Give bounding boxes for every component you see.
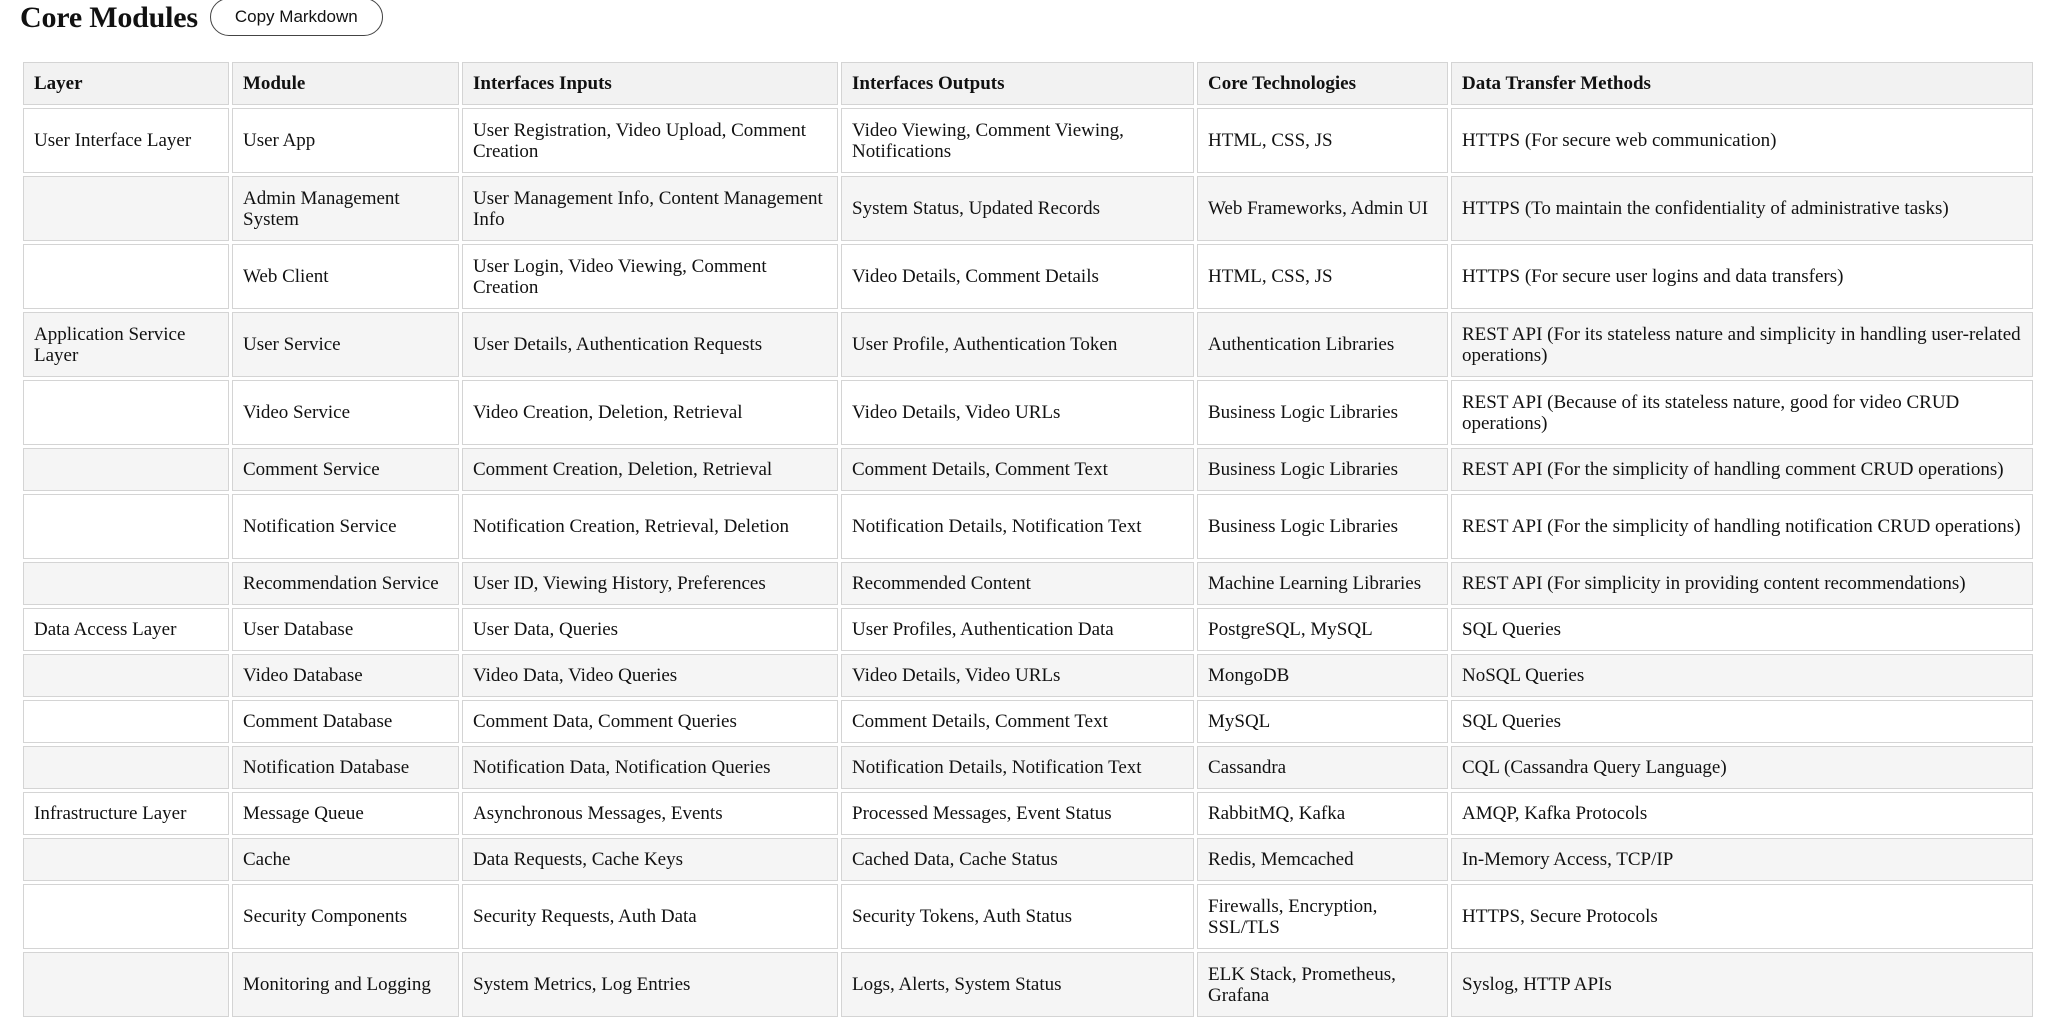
table-row [23,108,2033,173]
cell-transfer-method: REST API (For the simplicity of handling notification CRUD operations) [1451,494,2033,559]
copy-markdown-button[interactable]: Copy Markdown [210,0,383,36]
cell-outputs: Processed Messages, Event Status [841,792,1194,835]
table-row [23,838,2033,881]
cell-outputs: Notification Details, Notification Text [841,494,1194,559]
cell-technologies: Machine Learning Libraries [1197,562,1448,605]
column-header-inputs: Interfaces Inputs [462,62,838,105]
table-row [23,494,2033,559]
cell-technologies: Cassandra [1197,746,1448,789]
cell-layer [23,746,229,789]
cell-layer [23,244,229,309]
cell-outputs: Recommended Content [841,562,1194,605]
cell-transfer-method: REST API (For simplicity in providing content recommendations) [1451,562,2033,605]
cell-layer [23,380,229,445]
column-header-outputs: Interfaces Outputs [841,62,1194,105]
table-row [23,380,2033,445]
cell-module: Comment Service [232,448,459,491]
cell-module: Monitoring and Logging [232,952,459,1017]
cell-module: Message Queue [232,792,459,835]
cell-layer [23,952,229,1017]
cell-inputs: Comment Data, Comment Queries [462,700,838,743]
cell-module: Comment Database [232,700,459,743]
cell-outputs: Comment Details, Comment Text [841,700,1194,743]
cell-transfer-method: SQL Queries [1451,608,2033,651]
table-row [23,244,2033,309]
cell-module: Admin Management System [232,176,459,241]
cell-technologies: MongoDB [1197,654,1448,697]
cell-technologies: Firewalls, Encryption, SSL/TLS [1197,884,1448,949]
cell-technologies: ELK Stack, Prometheus, Grafana [1197,952,1448,1017]
cell-layer: Application Service Layer [23,312,229,377]
cell-outputs: Notification Details, Notification Text [841,746,1194,789]
cell-inputs: User ID, Viewing History, Preferences [462,562,838,605]
cell-layer: Data Access Layer [23,608,229,651]
cell-module: Web Client [232,244,459,309]
cell-technologies: Business Logic Libraries [1197,494,1448,559]
table-header-row [23,62,2033,105]
column-header-layer: Layer [23,62,229,105]
column-header-transfer-methods: Data Transfer Methods [1451,62,2033,105]
cell-technologies: PostgreSQL, MySQL [1197,608,1448,651]
cell-module: User Database [232,608,459,651]
cell-transfer-method: HTTPS (To maintain the confidentiality of administrative tasks) [1451,176,2033,241]
cell-transfer-method: REST API (For its stateless nature and simplicity in handling user-related operations) [1451,312,2033,377]
cell-outputs: Comment Details, Comment Text [841,448,1194,491]
cell-technologies: Authentication Libraries [1197,312,1448,377]
cell-transfer-method: Syslog, HTTP APIs [1451,952,2033,1017]
cell-inputs: Comment Creation, Deletion, Retrieval [462,448,838,491]
cell-inputs: Video Data, Video Queries [462,654,838,697]
cell-layer: Infrastructure Layer [23,792,229,835]
cell-module: Recommendation Service [232,562,459,605]
cell-layer [23,494,229,559]
cell-inputs: Video Creation, Deletion, Retrieval [462,380,838,445]
cell-inputs: User Management Info, Content Management Info [462,176,838,241]
cell-layer: User Interface Layer [23,108,229,173]
cell-outputs: User Profile, Authentication Token [841,312,1194,377]
cell-technologies: HTML, CSS, JS [1197,108,1448,173]
cell-technologies: MySQL [1197,700,1448,743]
cell-outputs: Security Tokens, Auth Status [841,884,1194,949]
cell-inputs: User Details, Authentication Requests [462,312,838,377]
cell-module: Cache [232,838,459,881]
table-row [23,448,2033,491]
cell-technologies: Business Logic Libraries [1197,380,1448,445]
table-row [23,562,2033,605]
cell-technologies: Web Frameworks, Admin UI [1197,176,1448,241]
table-row [23,746,2033,789]
cell-outputs: Video Viewing, Comment Viewing, Notifications [841,108,1194,173]
cell-inputs: Security Requests, Auth Data [462,884,838,949]
cell-transfer-method: In-Memory Access, TCP/IP [1451,838,2033,881]
table-row [23,176,2033,241]
cell-layer [23,884,229,949]
cell-layer [23,838,229,881]
cell-technologies: Redis, Memcached [1197,838,1448,881]
cell-layer [23,448,229,491]
cell-layer [23,562,229,605]
cell-outputs: System Status, Updated Records [841,176,1194,241]
cell-technologies: Business Logic Libraries [1197,448,1448,491]
cell-transfer-method: SQL Queries [1451,700,2033,743]
table-row [23,608,2033,651]
cell-outputs: Video Details, Comment Details [841,244,1194,309]
cell-transfer-method: CQL (Cassandra Query Language) [1451,746,2033,789]
cell-technologies: RabbitMQ, Kafka [1197,792,1448,835]
cell-module: Video Database [232,654,459,697]
page-title: Core Modules [20,1,198,34]
cell-module: Notification Service [232,494,459,559]
table-row [23,312,2033,377]
cell-module: Notification Database [232,746,459,789]
core-modules-table-container [20,59,2027,1020]
cell-transfer-method: AMQP, Kafka Protocols [1451,792,2033,835]
cell-layer [23,654,229,697]
cell-outputs: Video Details, Video URLs [841,380,1194,445]
cell-module: Video Service [232,380,459,445]
core-modules-table [20,59,2036,1020]
cell-inputs: User Registration, Video Upload, Comment Creation [462,108,838,173]
cell-transfer-method: REST API (For the simplicity of handling comment CRUD operations) [1451,448,2033,491]
cell-layer [23,700,229,743]
cell-technologies: HTML, CSS, JS [1197,244,1448,309]
cell-outputs: Cached Data, Cache Status [841,838,1194,881]
cell-module: Security Components [232,884,459,949]
cell-transfer-method: REST API (Because of its stateless nature, good for video CRUD operations) [1451,380,2033,445]
cell-module: User App [232,108,459,173]
cell-transfer-method: HTTPS (For secure user logins and data transfers) [1451,244,2033,309]
cell-inputs: Asynchronous Messages, Events [462,792,838,835]
cell-inputs: User Data, Queries [462,608,838,651]
cell-inputs: Data Requests, Cache Keys [462,838,838,881]
column-header-technologies: Core Technologies [1197,62,1448,105]
table-row [23,884,2033,949]
cell-inputs: Notification Data, Notification Queries [462,746,838,789]
cell-inputs: User Login, Video Viewing, Comment Creation [462,244,838,309]
table-row [23,952,2033,1017]
cell-transfer-method: NoSQL Queries [1451,654,2033,697]
cell-inputs: System Metrics, Log Entries [462,952,838,1017]
cell-outputs: Video Details, Video URLs [841,654,1194,697]
cell-inputs: Notification Creation, Retrieval, Deletion [462,494,838,559]
table-row [23,654,2033,697]
cell-module: User Service [232,312,459,377]
cell-layer [23,176,229,241]
cell-outputs: User Profiles, Authentication Data [841,608,1194,651]
table-row [23,792,2033,835]
cell-transfer-method: HTTPS, Secure Protocols [1451,884,2033,949]
cell-outputs: Logs, Alerts, System Status [841,952,1194,1017]
column-header-module: Module [232,62,459,105]
table-row [23,700,2033,743]
page-header [20,0,383,36]
cell-transfer-method: HTTPS (For secure web communication) [1451,108,2033,173]
